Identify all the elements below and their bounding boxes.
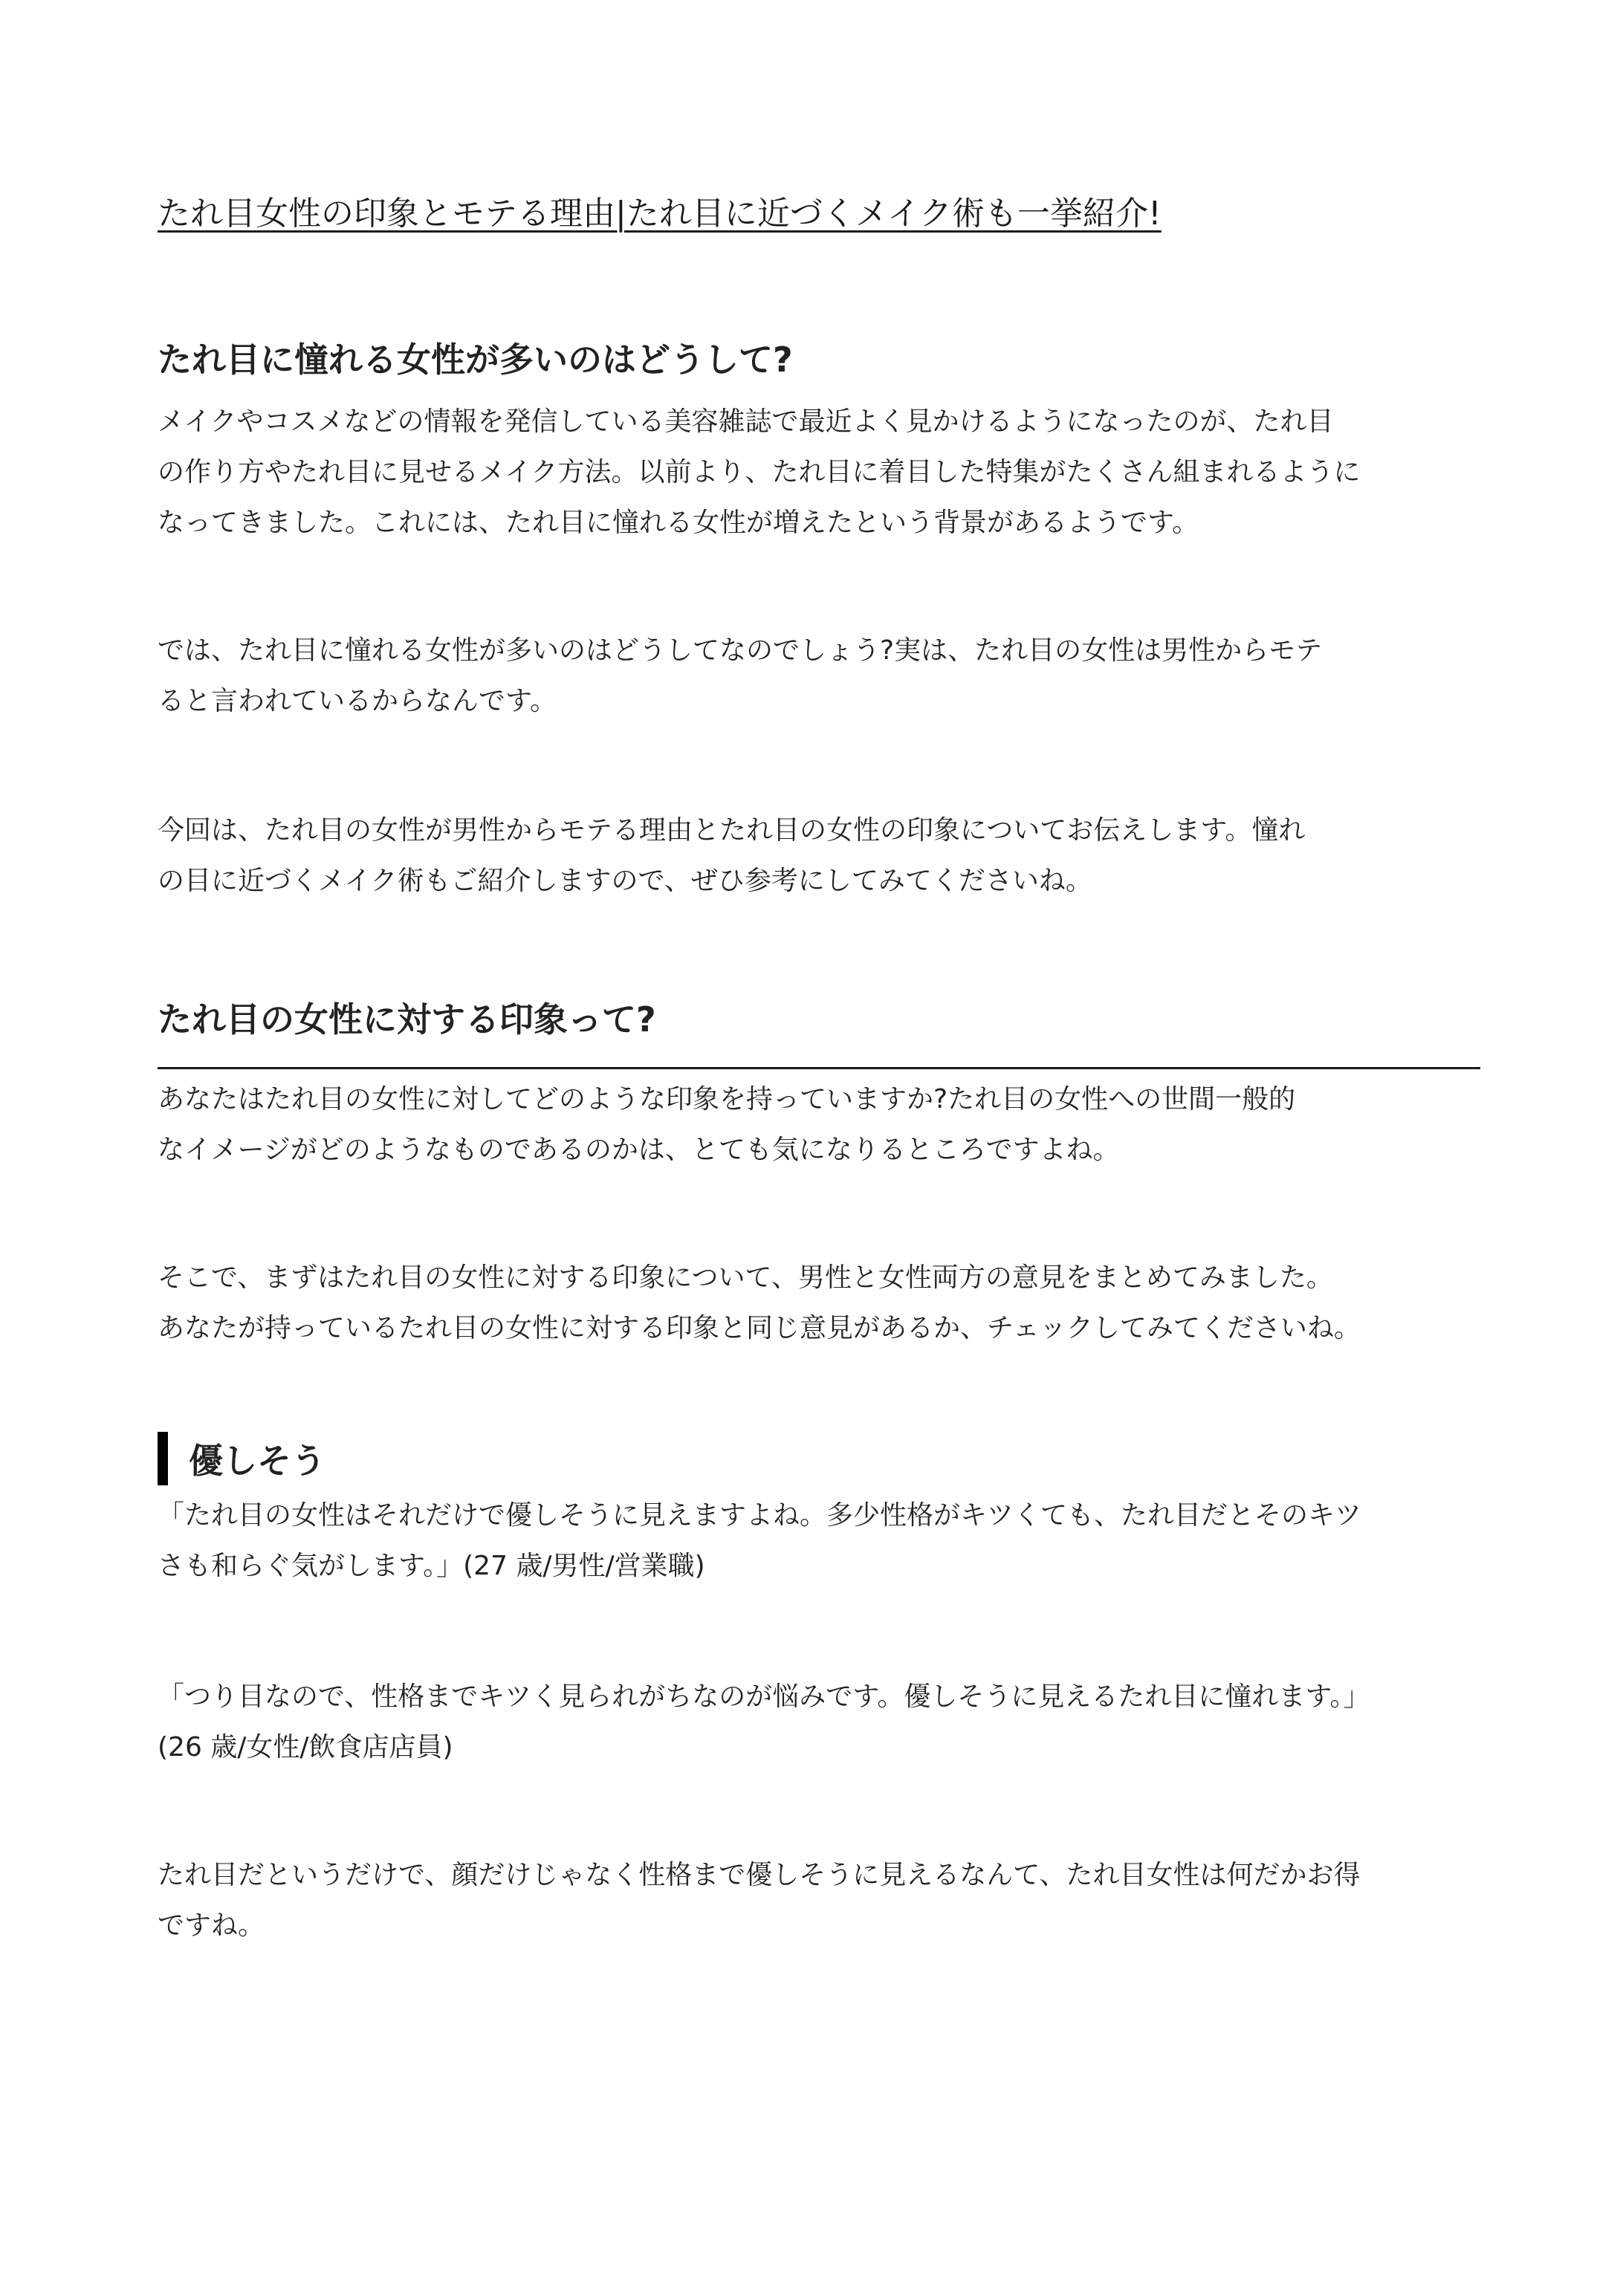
- quote-paragraph: [158, 1491, 1488, 1592]
- paragraph-line: たれ目だというだけで、顔だけじゃなく性格まで優しそうに見えるなんて、たれ目女性は何だかお得: [158, 1860, 1361, 1890]
- paragraph-line: なってきました。これには、たれ目に憧れる女性が増えたという背景があるようです。: [158, 507, 1199, 538]
- paragraph-line: 「たれ目の女性はそれだけで優しそうに見えますよね。多少性格がキツくても、たれ目だとそのキツ: [158, 1500, 1362, 1531]
- document-title: たれ目女性の印象とモテる理由|たれ目に近づくメイク術も一挙紹介!: [158, 195, 1162, 233]
- paragraph-line: (26 歳/女性/飲食店店員): [158, 1732, 453, 1762]
- subheading-text: 優しそう: [189, 1441, 325, 1481]
- paragraph: [158, 805, 1488, 907]
- paragraph: [158, 397, 1488, 548]
- heading-accent-bar: [158, 1432, 168, 1485]
- paragraph-line: 今回は、たれ目の女性が男性からモテる理由とたれ目の女性の印象についてお伝えします。憧れ: [158, 815, 1306, 846]
- paragraph: [158, 1850, 1488, 1951]
- paragraph-line: さも和らぐ気がします。」(27 歳/男性/営業職): [158, 1551, 705, 1581]
- paragraph-line: の目に近づくメイク術もご紹介しますので、ぜひ参考にしてみてくださいね。: [158, 866, 1092, 896]
- paragraph-line: ると言われているからなんです。: [158, 686, 557, 716]
- paragraph-line: 「つり目なので、性格までキツく見られがちなのが悩みです。優しそうに見えるたれ目に憧れます。」: [158, 1682, 1370, 1712]
- paragraph-line: では、たれ目に憧れる女性が多いのはどうしてなのでしょう?実は、たれ目の女性は男性からモテ: [158, 635, 1323, 666]
- quote-paragraph: [158, 1672, 1488, 1773]
- paragraph-line: なイメージがどのようなものであるのかは、とても気になりるところですよね。: [158, 1135, 1120, 1165]
- heading-underline: [158, 1067, 1480, 1069]
- paragraph-line: ですね。: [158, 1910, 265, 1941]
- paragraph: [158, 1074, 1488, 1175]
- paragraph-line: メイクやコスメなどの情報を発信している美容雑誌で最近よく見かけるようになったのが、たれ目: [158, 406, 1334, 437]
- paragraph: [158, 626, 1488, 727]
- paragraph-line: の作り方やたれ目に見せるメイク方法。以前より、たれ目に着目した特集がたくさん組まれるように: [158, 457, 1361, 487]
- paragraph: [158, 1253, 1488, 1354]
- subheading-gentle: [158, 1433, 325, 1485]
- paragraph-line: あなたはたれ目の女性に対してどのような印象を持っていますか?たれ目の女性への世間一般的: [158, 1084, 1296, 1115]
- section-heading-impression: たれ目の女性に対する印象って?: [158, 999, 656, 1040]
- paragraph-line: そこで、まずはたれ目の女性に対する印象について、男性と女性両方の意見をまとめてみました。: [158, 1262, 1333, 1293]
- section-heading-why-admire: たれ目に憧れる女性が多いのはどうして?: [158, 340, 793, 380]
- paragraph-line: あなたが持っているたれ目の女性に対する印象と同じ意見があるか、チェックしてみてくださいね。: [158, 1313, 1361, 1343]
